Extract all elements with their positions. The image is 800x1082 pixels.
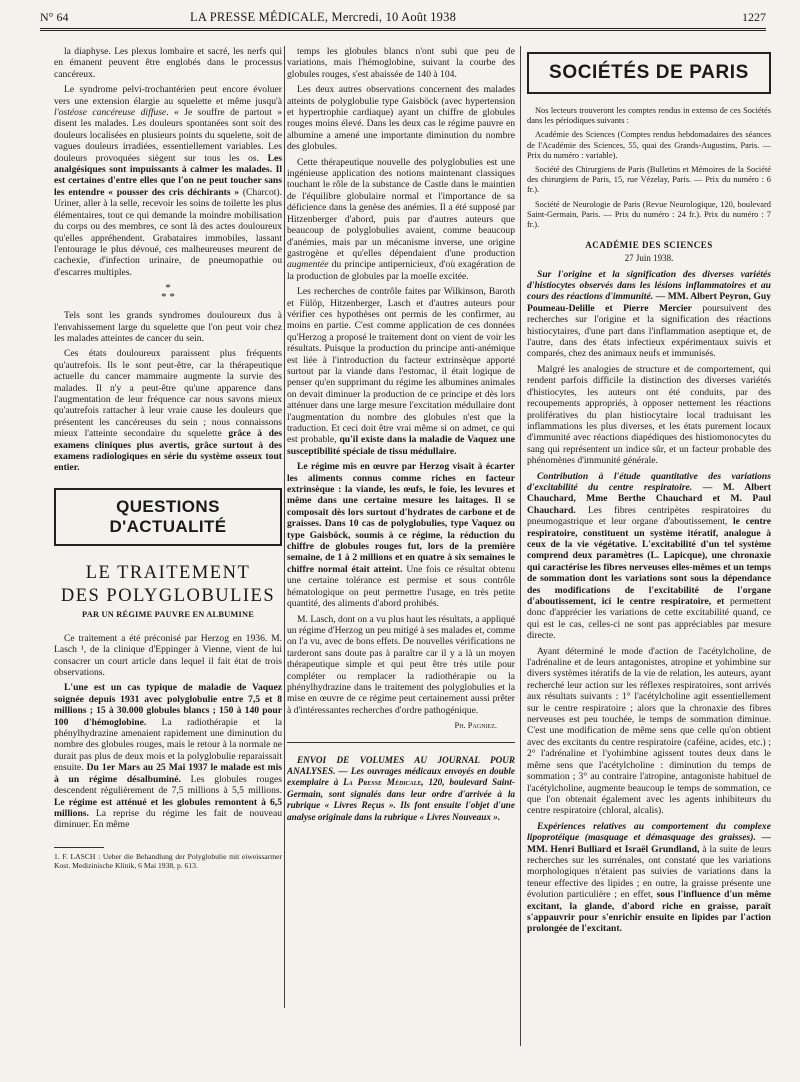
paragraph: Ayant déterminé le mode d'action de l'acétylcholine, de l'adrénaline et de leurs antagonistes, atropine et yohimbine sur divers systèmes itératifs de la vie de relation, les auteurs, ayant recherché leur action sur les réflexes respiratoires, sont arrivés aux résultats suivants : 1° l'acétylcholine agit essentiellement sur le centre respiratoire ; alors que la chronaxie des fibres nerveuses est peu touchée, le temps de sommation diminue. C'est une modification de même sens que celle qu'on obtient avec des excitants du centre respiratoire (caféine, acides, etc.) ; 2° l'adrénaline et l'yohimbine agissent toutes deux dans le même sens que l'acétylcholine : diminution du temps de sommation ; 3° au contraire l'atropine, antagoniste habituel de l'acétylcholine, augmente beaucoup le temps de sommation, ce que l'on obtenait également avec les agents inhibiteurs du centre respiratoire (chloral, alcalis).: [527, 645, 771, 817]
journal-title: LA PRESSE MÉDICALE, Mercredi, 10 Août 1938: [190, 10, 457, 24]
section-heading-questions: QUESTIONS D'ACTUALITÉ: [54, 488, 282, 546]
column-divider-left: [284, 46, 285, 1008]
notice-envoi: [287, 742, 515, 823]
paragraph: Le syndrome pelvi-trochantérien peut encore évoluer vers une extension élargie au squelette et même jusqu'à l'ostéose cancéreuse diffuse. « Je souffre de partout » disent les malades. Les douleurs spontanées sont soit des douleurs localisées en plusieurs points du squelette, soit de vagues douleurs irradiées, essentiellement variables. Les douleurs provoquées siègent sur tous les os. Les analgésiques sont impuissants à calmer les malades. Il est certaines d'entre elles que l'on ne peut toucher sans les entendre « pousser des cris déchirants » (Charcot). Uriner, aller à la selle, recevoir les soins de toilette les plus élémentaires, tout ce qui demande la moindre mobilisation du corps ou des membres, ce sont là des actes douloureux qu'elles appréhendent. Grabataires immobiles, lassant l'entourage le plus dévoué, ces malheureuses meurent de cachexie, d'infection urinaire, de pneumopathie ou d'escarres multiples.: [54, 84, 282, 278]
session-date: 27 Juin 1938.: [624, 253, 674, 264]
footnote: 1. F. LASCH : Ueber die Behandlung der Polyglobulie mit eiweissarmer Kost. Medizinische Klinik, 6 Mai 1938, p. 613.: [54, 851, 282, 871]
society-listing: Société de Neurologie de Paris (Revue Neurologique, 120, boulevard Saint-Germain, Paris. — Prix du numéro : 24 fr.). Prix du numéro : 7 fr.).: [527, 199, 771, 230]
paragraph: Tels sont les grands syndromes douloureux dus à l'envahissement large du squelette que l'on peut voir chez les malades atteintes de cancer du sein.: [54, 310, 282, 344]
section-heading-societes: SOCIÉTÉS DE PARIS: [527, 52, 771, 94]
report-paragraph: Expériences relatives au comportement du complexe lipoprotéique (masquage et démasquage des graisses). — MM. Henri Bulliard et Israël Grundland, à la suite de leurs recherches sur les surrénales, ont constaté que les variations morphologiques n'étaient pas suivies de variations dans la teneur effective des lipides ; en outre, la graisse présente une évolution particulière ; en effet, sous l'influence d'un même excitant, la glande, d'abord riche en graisse, paraît s'appauvrir pour s'enrichir ensuite en lipides par l'action prolongée de l'excitant.: [527, 820, 771, 935]
page-header: [40, 10, 766, 28]
header-rule: [40, 28, 766, 29]
article-title: LE TRAITEMENT DES POLYGLOBULIES: [60, 562, 276, 606]
paragraph: Malgré les analogies de structure et de comportement, qui rendent parfois difficile la distinction des diverses variétés d'histiocytes, les auteurs ont été conduits, par des recoupements appropriés, à opposer nettement les réactions prolifératives du plan histiocytaire local traduisant les inflammations les plus diverses, et les états purement locaux d'immunité avec réactions diapédiques des histiomonocytes du sang qui représentent un indice sûr, et un facteur probable des phénomènes d'immunité générale.: [527, 363, 771, 467]
paragraph: temps les globules blancs n'ont subi que peu de variations, mais l'hémoglobine, suivant la courbe des globules rouges, s'est abaissée de 140 à 104.: [287, 46, 515, 80]
issue-number: N° 64: [40, 10, 69, 24]
column-divider-right: [520, 46, 521, 1046]
academy-heading: ACADÉMIE DES SCIENCES: [585, 240, 713, 251]
paragraph: Les deux autres observations concernent des malades atteints de polyglobulie type Gaisböck (avec hypertension et hypertrophie cardiaque) ayant un chiffre de globules rouges moins élevé. Dans les deux cas le régime pauvre en albumine a amené une importante diminution du nombre des globules.: [287, 84, 515, 153]
paragraph: Cette thérapeutique nouvelle des polyglobulies est une ingénieuse application des notions maintenant classiques touchant le rôle de la substance de Castle dans le maintien de l'équilibre globulaire normal et l'importance de sa déficience dans la genèse des anémies. Il a été supposé par Hitzenberger d'abord, puis par d'autres auteurs que beaucoup de polyglobulies avaient, comme beaucoup d'anémies, mais par un mécanisme inverse, une origine gastrogène et qu'elles dépendaient d'une production augmentée du principe antipernicieux, d'où exagération de la production de globules par la moelle excitée.: [287, 156, 515, 282]
report-paragraph: Contribution à l'étude quantitative des variations d'excitabilité du centre respiratoire. — M. Albert Chauchard, Mme Berthe Chauchard et M. Paul Chauchard. Les fibres centripètes respiratoires du pneumogastrique et leur organe d'aboutissement, le centre respiratoire, constituent un système itératif, analogue à ceux de la vie végétative. L'excitabilité d'un tel système comprend deux paramètres (L. Lapicque), une chronaxie qui caractérise les fibres nerveuses elles-mêmes et un temps de sommation dont les variations sont sous la dépendance des modifications de l'excitabilité de l'organe d'aboutissement, ici le centre respiratoire, et permettent donc d'apprécier les variations de cette excitabilité quand, ce qui est le cas, celles-ci ne sont pas appréciables par mesure directe.: [527, 470, 771, 642]
paragraph: la diaphyse. Les plexus lombaire et sacré, les nerfs qui en émanent peuvent être englobés dans le processus cancéreux.: [54, 46, 282, 80]
footnote-rule: [54, 847, 104, 848]
society-listing: Académie des Sciences (Comptes rendus hebdomadaires des séances de l'Académie des Sciences, 55, quai des Grands-Augustins, Paris. — Prix du numéro : variable).: [527, 130, 771, 160]
paragraph: M. Lasch, dont on a vu plus haut les résultats, a appliqué un régime d'Herzog un peu mitigé à ses malades et, comme on l'a vu, avec de bons effets. De nouvelles vérifications ne tarderont sans doute pas à paraître car il y a là un moyen thérapeutique simple et qui peut être très utile pour compléter ou remplacer la radiothérapie ou la phénylhydrazine dans le traitement des polyglobulies et la mise en œuvre de ce régime peut certainement aussi prêter à d'intéressantes recherches d'ordre pathogénique.: [287, 613, 515, 716]
column-1: [54, 46, 282, 1016]
paragraph: Ce traitement a été préconisé par Herzog en 1936. M. Lasch ¹, de la clinique d'Eppinger à Vienne, vient de lui consacrer un court article dans lequel il fait état de trois observations.: [54, 632, 282, 679]
section-separator: * * *: [161, 282, 175, 304]
column-2: [287, 46, 515, 1006]
paragraph: Les recherches de contrôle faites par Wilkinson, Baroth et Fülöp, Hitzenberger, Lasch et d'autres auteurs pour vérifier ces hypothèses ont permis de les confirmer, au moins en partie. C'est comme application de ces données qu'Herzog a proposé le traitement dont on vient de voir les résultats. Puisque la production du principe anti-anémique est liée à l'introduction du facteur extrinsèque apporté surtout par la viande dans l'estomac, il était logique de penser qu'en supprimant du régime les albumines animales on devait diminuer la production de ce principe et dès lors atténuer dans une large mesure l'excitation médullaire dont l'augmentation du nombre des globules n'est que la traduction. Et ceci doit être vrai même si on admet, ce qui est probable, qu'il existe dans la maladie de Vaquez une susceptibilité spéciale de tissu médullaire.: [287, 286, 515, 457]
column-3: [527, 46, 771, 1046]
paragraph: Le régime mis en œuvre par Herzog visait à écarter les aliments connus comme riches en facteur extrinsèque : la viande, les œufs, le foie, les levures et même dans une certaine mesure les laitages. Il se composait dès lors surtout d'hydrates de carbone et de graisses. Dans 10 cas de polyglobulies, type Vaquez ou type Gaisböck, soumis à ce régime, la réduction du chiffre de globules rouges fut, lors de la première semaine, de 1 à 2 millions et en quatre à six semaines le chiffre normal était atteint. Une fois ce résultat obtenu une certaine tolérance est permise et sous contrôle hématologique on peut permettre l'usage, en très petite quantité, des aliments d'abord prohibés.: [287, 461, 515, 610]
paragraph: Ces états douloureux paraissent plus fréquents qu'autrefois. Ils le sont peut-être, car la thérapeutique actuelle du cancer mammaire augmente la survie des malades. Il n'y a peut-être qu'une apparence dans l'augmentation de leur fréquence car nous savons mieux qu'autrefois rattacher à leur vraie cause les douleurs que présentent les cancéreuses du sein ; nous connaissons mieux l'atteinte secondaire du squelette grâce à des examens cliniques plus avertis, grâce surtout à des examens radiologiques en série du système osseux tout entier.: [54, 348, 282, 474]
header-rule-double: [40, 30, 766, 31]
page-number: 1227: [742, 10, 766, 24]
report-paragraph: Sur l'origine et la signification des diverses variétés d'histiocytes observés dans les lésions inflammatoires et au cours des réactions d'immunité. — MM. Albert Peyron, Guy Poumeau-Delille et Pierre Mercier poursuivent des recherches sur l'origine et la signification des réactions histiocytaires, d'une part dans l'inflammation aseptique et, de l'autre, dans des états infectieux expérimentaux suivis et comparés, chez des animaux neufs et immunisés.: [527, 268, 771, 360]
paragraph: L'une est un cas typique de maladie de Vaquez soignée depuis 1931 avec polyglobulie entre 7,5 et 8 millions ; 15 à 30.000 globules blancs ; 150 à 140 pour 100 d'hémoglobine. La radiothérapie et la phénylhydrazine amenaient rapidement une diminution du nombre des globules rouges, mais le retour à la normale ne durait pas plus de deux mois et la polyglobulie reparaissait ensuite. Du 1er Mars au 25 Mai 1937 le malade est mis à un régime désalbuminé. Les globules rouges descendent régulièrement de 7,5 millions à 5,5 millions. Le régime est atténué et les globules remontent à 6,5 millions. La reprise du régime les fait de nouveau diminuer. En même: [54, 682, 282, 831]
notice-text: ENVOI DE VOLUMES AU JOURNAL POUR ANALYSES. — Les ouvrages médicaux envoyés en double exemplaire à La Presse Médicale, 120, boulevard Saint-Germain, sont signalés dans leur ordre d'arrivée à la rubrique « Livres Reçus ». Ils font ensuite l'objet d'une analyse originale dans la rubrique « Livres Nouveaux ».: [287, 754, 515, 822]
article-signature: Ph. Pagniez.: [454, 720, 497, 731]
article-subtitle: PAR UN RÉGIME PAUVRE EN ALBUMINE: [82, 609, 254, 619]
intro-text: Nos lecteurs trouveront les comptes rendus in extenso de ces Sociétés dans les périodiques suivants :: [527, 106, 771, 126]
society-listing: Société des Chirurgiens de Paris (Bulletins et Mémoires de la Société des chirurgiens de Paris, 15, rue Vézelay, Paris. — Prix du numéro : 6 fr.).: [527, 165, 771, 195]
